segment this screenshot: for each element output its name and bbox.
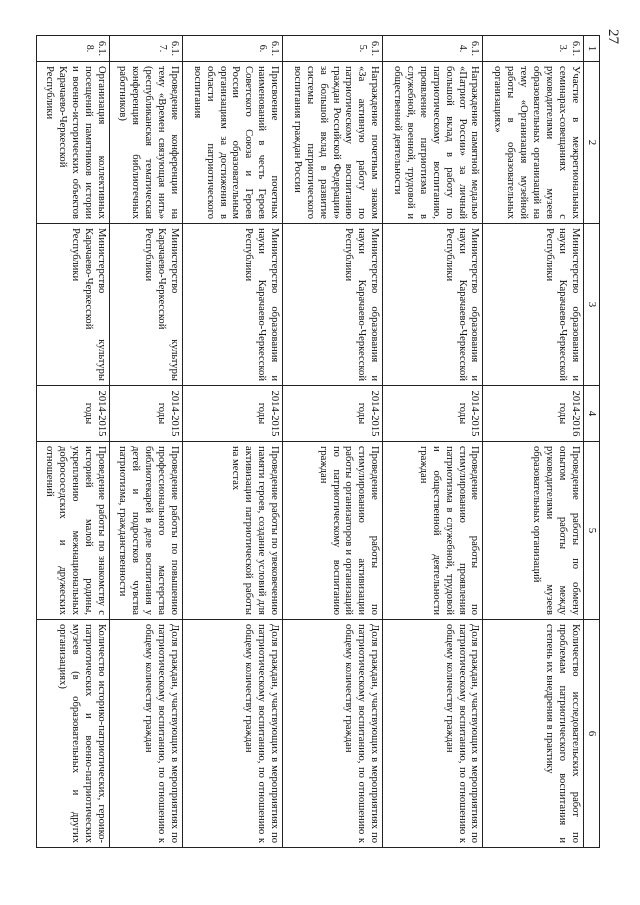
expected-result: Проведение работы по обмену опытом работы между руководителями музеев образовательных организаций xyxy=(483,442,583,620)
event-name: Награждение памятной медалью «Патриот России» за личный большой вклад в работу по патриотическому воспитанию, проявление патриотизма в служебной, военной, трудовой и общественной деятельности xyxy=(383,62,483,224)
executor: Министерство образования и науки Карачаево-Черкесской Республики xyxy=(383,224,483,386)
executor: Министерство культуры Карачаево-Черкесской Республики xyxy=(37,224,110,386)
table-row xyxy=(483,36,583,848)
target-indicator: Доля граждан, участвующих в мероприятиях по патриотическому воспитанию, по отношению к общему количеству граждан xyxy=(110,620,183,848)
row-number: 6.1.8. xyxy=(37,36,110,62)
implementation-years: 2014-2015 годы xyxy=(183,386,283,442)
expected-result: Проведение работы по увековечению памяти героев, создание условий для активизации патриотической работы на местах xyxy=(183,442,283,620)
header-cell: 1 xyxy=(583,36,599,62)
row-number: 6.1.5. xyxy=(283,36,383,62)
expected-result: Проведение работы по повышению профессионального мастерства библиотекарей в деле воспитания у детей и подростков чувства патриотизма, гражданственности xyxy=(110,442,183,620)
table-rotated-wrapper xyxy=(36,35,600,847)
executor: Министерство культуры Карачаево-Черкесской Республики xyxy=(110,224,183,386)
executor: Министерство образования и науки Карачаево-Черкесской Республики xyxy=(283,224,383,386)
implementation-years: 2014-2016 годы xyxy=(483,386,583,442)
row-number: 6.1.4. xyxy=(383,36,483,62)
row-number: 6.1.7. xyxy=(110,36,183,62)
row-number: 6.1.3. xyxy=(483,36,583,62)
implementation-years: 2014-2015 годы xyxy=(283,386,383,442)
event-name: Проведение конференции на тему «Времен связующая нить» (республиканская тематическая конференция библиотечных работников) xyxy=(110,62,183,224)
header-cell: 5 xyxy=(583,442,599,620)
event-name: Награждение почетным знаком «За активную работу по патриотическому воспитанию граждан Российской Федерации» за большой вклад в развитие системы патриотического воспитания граждан России xyxy=(283,62,383,224)
target-indicator: Доля граждан, участвующих в мероприятиях по патриотическому воспитанию, по отношению к общему количеству граждан xyxy=(183,620,283,848)
target-indicator: Количество исследовательских работ по проблемам патриотического воспитания и степень их внедрения в практику xyxy=(483,620,583,848)
table-row xyxy=(183,36,283,848)
table-row xyxy=(383,36,483,848)
table-row xyxy=(283,36,383,848)
table-row xyxy=(37,36,110,848)
implementation-years: 2014-2015 годы xyxy=(383,386,483,442)
executor: Министерство образования и науки Карачаево-Черкесской Республики xyxy=(483,224,583,386)
header-cell: 4 xyxy=(583,386,599,442)
row-number: 6.1.6. xyxy=(183,36,283,62)
expected-result: Проведение работы по знакомству с историей малой родины, укреплению межнациональных добрососедских и дружеских отношений xyxy=(37,442,110,620)
target-indicator: Доля граждан, участвующих в мероприятиях по патриотическому воспитанию, по отношению к общему количеству граждан xyxy=(383,620,483,848)
target-indicator: Доля граждан, участвующих в мероприятиях по патриотическому воспитанию, по отношению к общему количеству граждан xyxy=(283,620,383,848)
header-cell: 2 xyxy=(583,62,599,224)
page-number: 27 xyxy=(605,29,621,44)
event-name: Участие в межрегиональных семинарах-совещаниях с руководителями музеев образовательных организаций на тему «Организация музейной работы в образовательных организациях» xyxy=(483,62,583,224)
table-header-row xyxy=(583,36,599,848)
header-cell: 3 xyxy=(583,224,599,386)
event-name: Организация коллективных посещений памятников истории и военно-исторических объектов Карачаево-Черкесской Республики xyxy=(37,62,110,224)
expected-result: Проведение работы по стимулированию активизации работы организаторов и организаций по патриотическому воспитанию граждан xyxy=(283,442,383,620)
target-indicator: Количество историко-патриотических, героико-патриотических и военно-патриотических музеев (в образовательных и других организациях) xyxy=(37,620,110,848)
program-measures-table xyxy=(36,35,600,848)
implementation-years: 2014-2015 годы xyxy=(37,386,110,442)
header-cell: 6 xyxy=(583,620,599,848)
executor: Министерство образования и науки Карачаево-Черкесской Республики xyxy=(183,224,283,386)
event-name: Присвоение почетных наименований в честь Героев Советского Союза и Героев России образовательным организациям за достижения в области патриотического воспитания xyxy=(183,62,283,224)
implementation-years: 2014-2015 годы xyxy=(110,386,183,442)
table-row xyxy=(110,36,183,848)
expected-result: Проведение работы по стимулированию проявления патриотизма в служебной, трудовой и общественной деятельности граждан xyxy=(383,442,483,620)
